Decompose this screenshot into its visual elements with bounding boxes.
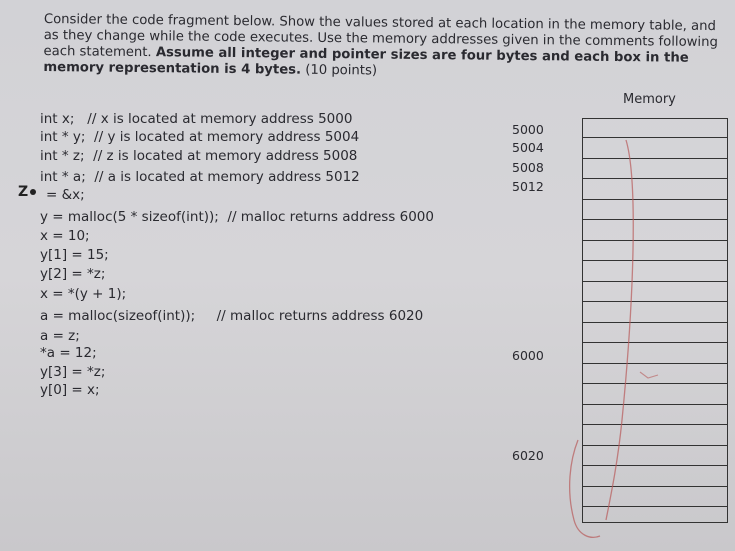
code-line: int * a; // a is located at memory address 5012 bbox=[40, 169, 360, 185]
address-label: 6000 bbox=[512, 348, 544, 363]
code-line: y[1] = 15; bbox=[40, 247, 109, 263]
red-pen-bracket bbox=[570, 440, 600, 537]
instructions-bold-text: Assume all integer and pointer sizes are four bytes and each box in the memory representation is 4 bytes. bbox=[43, 45, 689, 78]
red-pen-tick bbox=[640, 372, 658, 378]
code-line: int x; // x is located at memory address 5000 bbox=[40, 111, 353, 127]
points-text: (10 points) bbox=[300, 62, 378, 79]
code-line: a = z; bbox=[40, 328, 80, 344]
code-line: y[2] = *z; bbox=[40, 266, 106, 282]
address-label: 5012 bbox=[512, 179, 544, 194]
code-line: y = malloc(5 * sizeof(int)); // malloc returns address 6000 bbox=[40, 209, 434, 225]
code-line: x = *(y + 1); bbox=[40, 286, 127, 302]
code-line: x = 10; bbox=[40, 228, 90, 244]
address-label: 5004 bbox=[512, 140, 544, 155]
red-pen-stroke bbox=[606, 140, 633, 520]
memory-label: Memory bbox=[623, 92, 676, 107]
code-line: int * y; // y is located at memory address 5004 bbox=[40, 129, 360, 145]
instructions-text: Consider the code fragment below. Show the values stored at each location in the memory table, and as they change while the code executes. Use the memory addresses given in the comments following each statement. bbox=[43, 12, 718, 61]
code-line: int * z; // z is located at memory address 5008 bbox=[40, 148, 358, 164]
code-line: *a = 12; bbox=[40, 345, 97, 361]
code-line: a = malloc(sizeof(int)); // malloc returns address 6020 bbox=[40, 308, 424, 324]
address-label: 5008 bbox=[512, 160, 544, 175]
address-label: 6020 bbox=[512, 448, 544, 463]
code-line: y[0] = x; bbox=[40, 382, 100, 398]
code-line: y[3] = *z; bbox=[40, 364, 106, 380]
address-label: 5000 bbox=[512, 122, 544, 137]
code-line: = &x; bbox=[46, 187, 85, 203]
handwritten-z: Z bbox=[18, 184, 29, 200]
